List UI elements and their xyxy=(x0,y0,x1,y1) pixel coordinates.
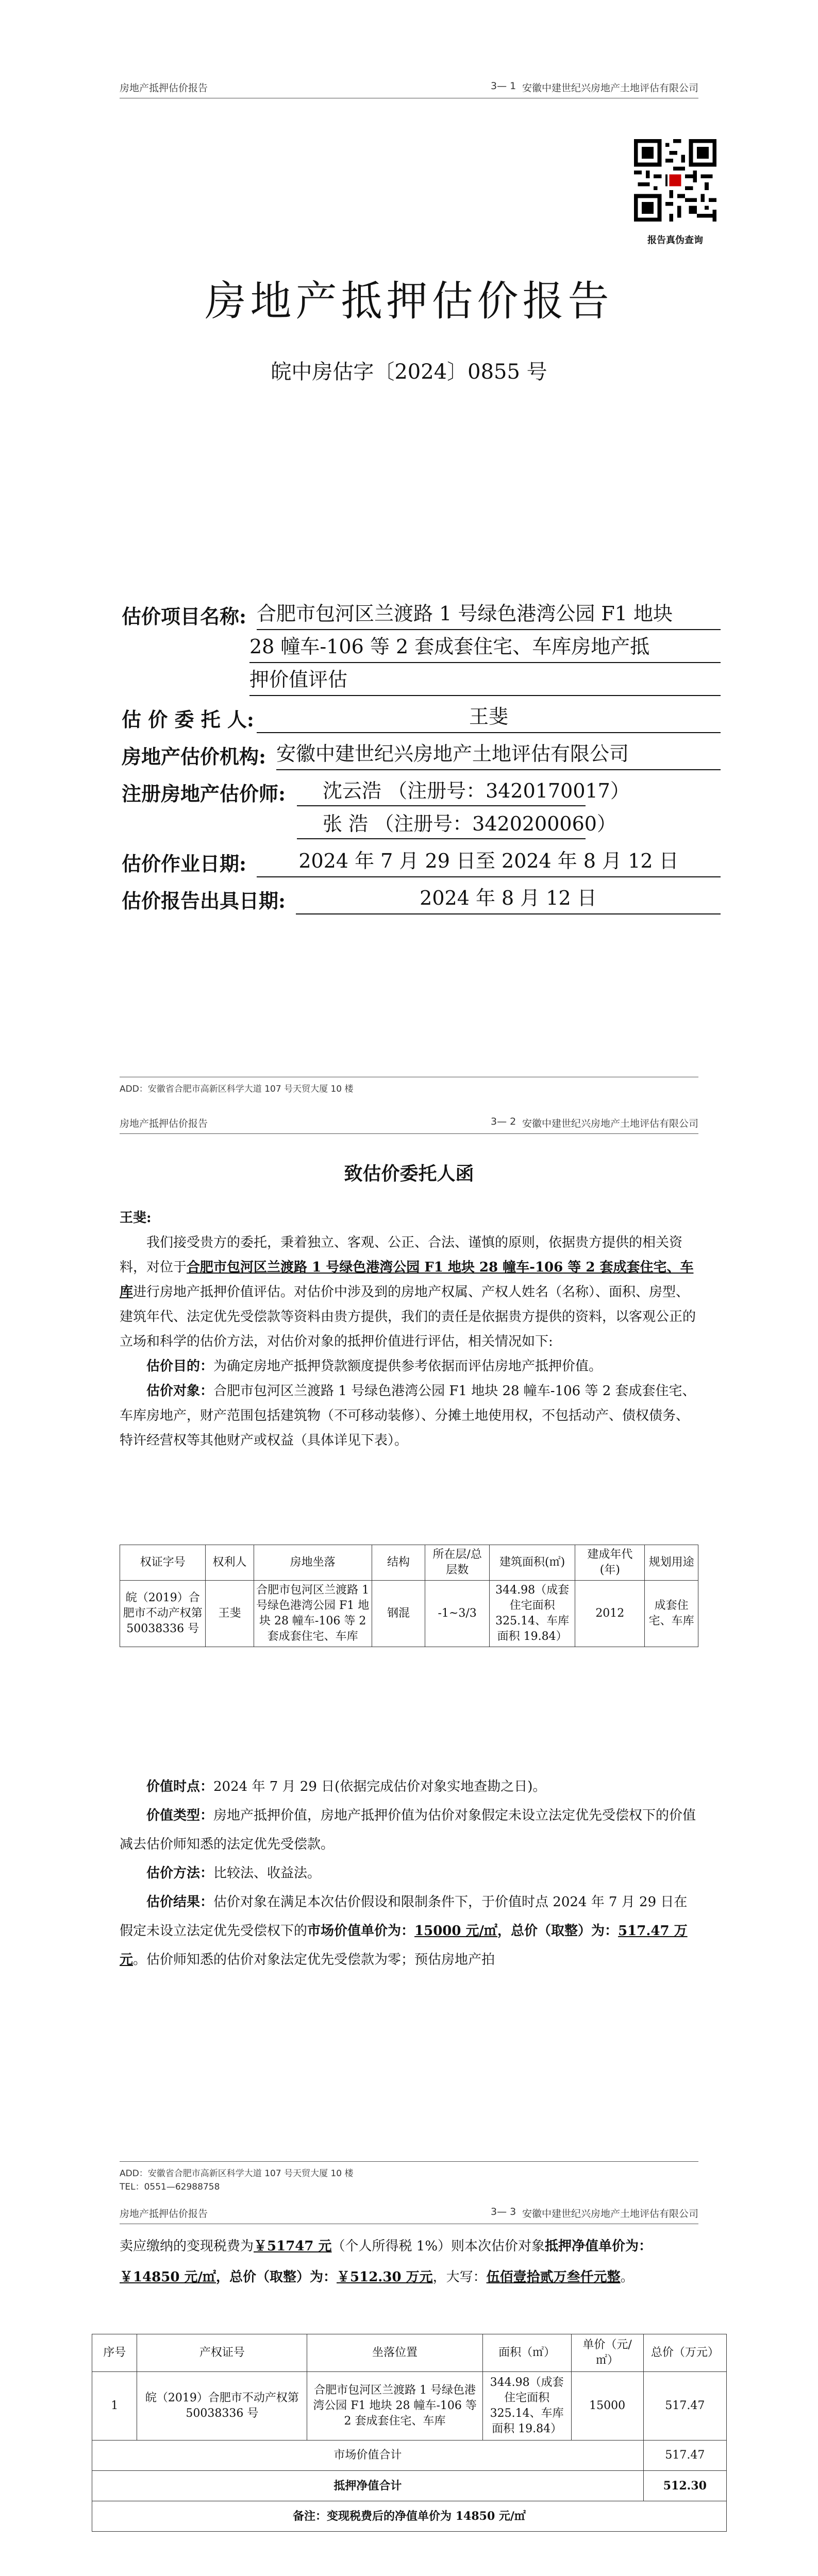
result-paragraph xyxy=(120,1888,698,1974)
table-cell: 王斐 xyxy=(206,1581,254,1647)
value-type-text: 房地产抵押价值，房地产抵押价值为估价对象假定未设立法定优先受偿权下的价值减去估价师知悉的法定优先受偿款。 xyxy=(120,1808,696,1852)
net-total: ￥512.30 万元 xyxy=(337,2269,433,2285)
qr-label: 报告真伪查询 xyxy=(647,235,703,246)
footer-tel: TEL：0551—62988758 xyxy=(120,2182,220,2192)
total-price: 517.47 万元 xyxy=(120,1923,688,1968)
table-header: 规划用途 xyxy=(645,1545,698,1581)
intro-address: 合肥市包河区兰渡路 1 号绿色港湾公园 F1 地块 28 幢车-106 等 2 套成套住宅、车库 xyxy=(120,1260,694,1300)
project-line-3: 押价值评估 xyxy=(249,666,721,696)
value-type-label: 价值类型： xyxy=(146,1808,214,1823)
value-type-paragraph xyxy=(120,1801,698,1859)
table-cell: 517.47 xyxy=(643,2372,726,2441)
value-date-paragraph xyxy=(120,1772,698,1801)
appraiser-2: 张 浩 （注册号：3420200060） xyxy=(297,810,586,839)
table-cell: 合肥市包河区兰渡路 1 号绿色港湾公园 F1 地块 28 幢车-106 等 2 套成套住宅、车库 xyxy=(254,1581,372,1647)
table-cell: 2012 xyxy=(575,1581,645,1647)
letter-page xyxy=(0,1097,818,2200)
client-value: 王斐 xyxy=(257,703,721,733)
cont-text: 抵押净值单价为： xyxy=(545,2239,653,2254)
market-total-value: 517.47 xyxy=(643,2441,726,2471)
table-cell: 钢混 xyxy=(372,1581,425,1647)
cont-text: ，大写： xyxy=(432,2269,487,2285)
tax-amount: ￥51747 元 xyxy=(254,2239,332,2254)
table-header: 坐落位置 xyxy=(307,2334,482,2372)
footer-address: ADD：安徽省合肥市高新区科学大道 107 号天贸大厦 10 楼 xyxy=(120,2168,354,2179)
cont-text: 。 xyxy=(620,2269,634,2285)
net-total-row xyxy=(92,2471,727,2501)
net-unit-price: ￥14850 元/㎡ xyxy=(120,2269,216,2285)
table-cell: 皖（2019）合肥市不动产权第 50038336 号 xyxy=(120,1581,206,1647)
project-line-2: 28 幢车-106 等 2 套成套住宅、车库房地产抵 xyxy=(249,633,721,663)
unit-price: 15000 元/㎡ xyxy=(414,1923,498,1939)
result-text: 。估价师知悉的估价对象法定优先受偿款为零；预估房地产拍 xyxy=(133,1952,495,1968)
table-header: 权证字号 xyxy=(120,1545,206,1581)
result-label: 估价结果： xyxy=(146,1894,214,1910)
cont-text: （个人所得税 1%）则本次估价对象 xyxy=(331,2239,545,2254)
net-total-words: 伍佰壹拾贰万叁仟元整 xyxy=(486,2269,621,2285)
object-paragraph xyxy=(120,1379,698,1453)
object-label: 估价对象： xyxy=(146,1383,214,1399)
qr-code-icon[interactable] xyxy=(634,139,716,222)
table-note: 备注：变现税费后的净值单价为 14850 元/㎡ xyxy=(92,2501,727,2532)
client-label: 估 价 委 托 人: xyxy=(122,708,254,731)
result-text: 估价对象在满足本次估价假设和限制条件下，于价值时点 2024 年 7 月 29 日在假定未设立法定优先受偿权下的 xyxy=(120,1894,688,1939)
footer-address: ADD：安徽省合肥市高新区科学大道 107 号天贸大厦 10 楼 xyxy=(120,1084,354,1094)
result-text: 市场价值单价为： xyxy=(307,1923,415,1939)
page-header xyxy=(120,77,698,98)
table-header: 面积（㎡） xyxy=(482,2334,571,2372)
method-text: 比较法、收益法。 xyxy=(213,1866,321,1881)
period-value: 2024 年 7 月 29 日至 2024 年 8 月 12 日 xyxy=(257,848,721,877)
agency-label: 房地产估价机构: xyxy=(122,745,266,768)
period-label: 估价作业日期: xyxy=(122,852,247,875)
appraiser-label: 注册房地产估价师: xyxy=(122,782,286,805)
net-total-label: 抵押净值合计 xyxy=(92,2471,644,2501)
document-number: 皖中房估字〔2024〕0855 号 xyxy=(271,360,547,384)
table-header: 所在层/总层数 xyxy=(425,1545,490,1581)
project-line-1: 合肥市包河区兰渡路 1 号绿色港湾公园 F1 地块 xyxy=(257,600,721,630)
value-date-label: 价值时点： xyxy=(146,1779,214,1794)
header-page-number: 3— 1 xyxy=(491,80,516,92)
net-total-value: 512.30 xyxy=(643,2471,726,2501)
cont-text: 卖应缴纳的变现税费为 xyxy=(120,2239,254,2254)
result-continuation xyxy=(120,2231,698,2293)
table-header: 总价（万元） xyxy=(643,2334,726,2372)
intro-part-1: 我们接受贵方的委托，秉着独立、客观、公正、合法、谨慎的原则，依据贵方提供的相关资料，对位于 xyxy=(120,1235,683,1275)
result-text: ，总价（取整）为： xyxy=(497,1923,619,1939)
purpose-text: 为确定房地产抵押贷款额度提供参考依据而评估房地产抵押价值。 xyxy=(213,1359,603,1374)
table-cell: 合肥市包河区兰渡路 1 号绿色港湾公园 F1 地块 28 幢车-106 等 2 套成套住宅、车库 xyxy=(307,2372,482,2441)
agency-value: 安徽中建世纪兴房地产土地评估有限公司 xyxy=(276,740,721,770)
table-cell: 皖（2019）合肥市不动产权第 50038336 号 xyxy=(137,2372,307,2441)
table-row xyxy=(120,1581,698,1647)
method-label: 估价方法： xyxy=(146,1866,214,1881)
table-header: 序号 xyxy=(92,2334,137,2372)
object-text: 合肥市包河区兰渡路 1 号绿色港湾公园 F1 地块 28 幢车-106 等 2 套成套住宅、车库房地产，财产范围包括建筑物（不可移动装修）、分摊土地使用权，不包括动产、债权债务、特许经营权等其他财产或权益（具体详见下表）。 xyxy=(120,1383,696,1448)
table-header: 建成年代(年) xyxy=(575,1545,645,1581)
page-header xyxy=(120,1113,698,1134)
cover-info xyxy=(122,600,740,922)
letter-body-2 xyxy=(120,1772,698,1974)
method-paragraph xyxy=(120,1859,698,1888)
cont-text: ，总价（取整）为： xyxy=(216,2269,337,2285)
letter-title: 致估价委托人函 xyxy=(344,1163,474,1184)
table-cell: 1 xyxy=(92,2372,137,2441)
letter-body xyxy=(120,1206,698,1453)
header-right: 安徽中建世纪兴房地产土地评估有限公司 xyxy=(522,1118,698,1129)
intro-part-2: 进行房地产抵押价值评估。对估价中涉及到的房地产权属、产权人姓名（名称）、面积、房型、建筑年代、法定优先受偿款等资料由贵方提供，我们的责任是依据贵方提供的资料，以客观公正的立场和科学的估价方法，对估价对象的抵押价值进行评估，相关情况如下: xyxy=(120,1284,696,1349)
page-footer xyxy=(120,2161,698,2194)
cover-page xyxy=(0,0,818,1097)
salutation: 王斐: xyxy=(120,1210,152,1226)
table-header-row xyxy=(92,2334,727,2372)
issue-date-label: 估价报告出具日期: xyxy=(122,889,286,912)
report-title: 房地产抵押估价报告 xyxy=(205,277,613,325)
table-header: 房地坐落 xyxy=(254,1545,372,1581)
issue-date-value: 2024 年 8 月 12 日 xyxy=(296,885,721,914)
header-right: 安徽中建世纪兴房地产土地评估有限公司 xyxy=(522,82,698,94)
result-page xyxy=(0,2200,818,2576)
table-cell: 15000 xyxy=(571,2372,643,2441)
table-cell: 成套住宅、车库 xyxy=(645,1581,698,1647)
intro-paragraph xyxy=(120,1230,698,1354)
market-total-label: 市场价值合计 xyxy=(92,2441,644,2471)
table-header: 产权证号 xyxy=(137,2334,307,2372)
property-table xyxy=(120,1545,698,1647)
table-header: 建筑面积(㎡) xyxy=(489,1545,575,1581)
table-cell: -1~3/3 xyxy=(425,1581,490,1647)
purpose-label: 估价目的： xyxy=(146,1359,214,1374)
header-left: 房地产抵押估价报告 xyxy=(120,1118,208,1129)
header-left: 房地产抵押估价报告 xyxy=(120,2208,208,2219)
table-header: 权利人 xyxy=(206,1545,254,1581)
table-cell: 344.98（成套住宅面积 325.14、车库面积 19.84） xyxy=(482,2372,571,2441)
header-page-number: 3— 3 xyxy=(491,2206,516,2217)
note-row xyxy=(92,2501,727,2532)
purpose-paragraph xyxy=(120,1354,698,1379)
header-left: 房地产抵押估价报告 xyxy=(120,82,208,94)
table-header: 结构 xyxy=(372,1545,425,1581)
header-right: 安徽中建世纪兴房地产土地评估有限公司 xyxy=(522,2208,698,2219)
value-date-text: 2024 年 7 月 29 日(依据完成估价对象实地查勘之日)。 xyxy=(213,1779,546,1794)
valuation-table xyxy=(92,2334,727,2532)
table-cell: 344.98（成套住宅面积 325.14、车库面积 19.84） xyxy=(489,1581,575,1647)
page-header xyxy=(120,2203,698,2224)
header-page-number: 3— 2 xyxy=(491,1116,516,1127)
table-header-row xyxy=(120,1545,698,1581)
table-row xyxy=(92,2372,727,2441)
project-label: 估价项目名称: xyxy=(122,605,247,628)
appraiser-1: 沈云浩 （注册号：3420170017） xyxy=(297,777,586,806)
market-total-row xyxy=(92,2441,727,2471)
table-header: 单价（元/㎡） xyxy=(571,2334,643,2372)
